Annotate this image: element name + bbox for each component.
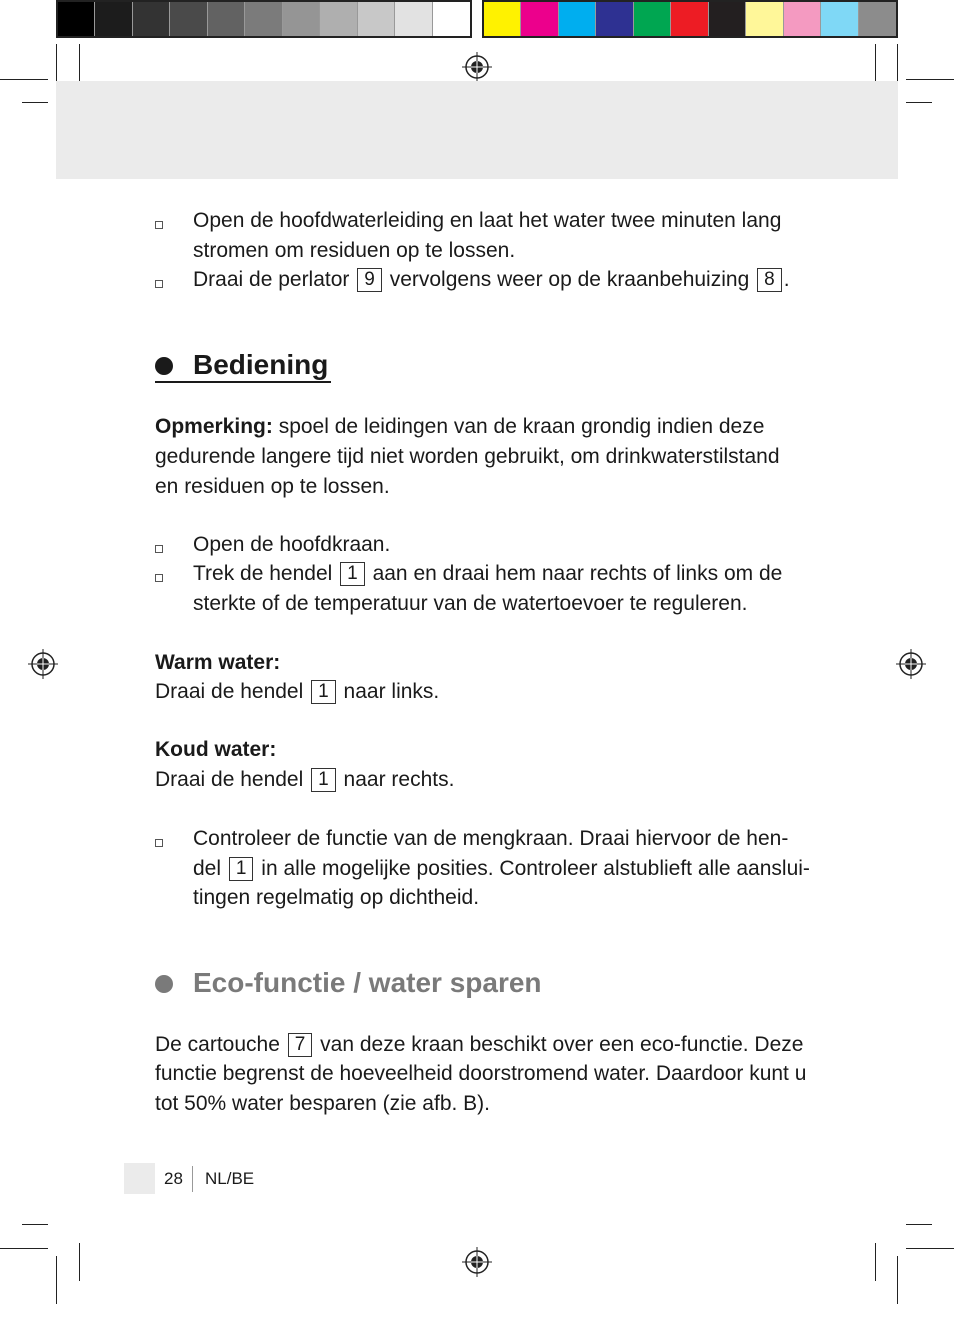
- footer-divider: [192, 1166, 193, 1192]
- note-paragraph: gedurende langere tijd niet worden gebruikt, om drinkwaterstilstand: [155, 445, 780, 468]
- heading-bullet-icon: [155, 975, 173, 993]
- crop-mark: [22, 1224, 48, 1225]
- crop-mark: [875, 1243, 876, 1281]
- color-swatch: [358, 2, 395, 36]
- color-swatch: [709, 2, 746, 36]
- color-swatch: [559, 2, 596, 36]
- bullet-square-icon: [155, 221, 163, 229]
- color-swatch: [746, 2, 783, 36]
- registration-mark-icon: [27, 648, 59, 680]
- color-swatch: [95, 2, 132, 36]
- color-swatch: [596, 2, 633, 36]
- crop-mark: [56, 1256, 57, 1304]
- step-text: Controleer de functie van de mengkraan. Draai hiervoor de hen-: [193, 827, 789, 850]
- color-swatch: [484, 2, 521, 36]
- part-reference: 1: [340, 562, 365, 586]
- note-paragraph: Opmerking: spoel de leidingen van de kraan grondig indien deze: [155, 415, 765, 438]
- color-swatch: [784, 2, 821, 36]
- cold-water-label: Koud water:: [155, 738, 277, 761]
- color-swatch: [521, 2, 558, 36]
- crop-mark: [0, 79, 48, 80]
- step-text: Trek de hendel 1 aan en draai hem naar rechts of links om de: [193, 562, 783, 585]
- step-text: stromen om residuen op te lossen.: [193, 239, 516, 262]
- part-reference: 1: [229, 857, 254, 881]
- crop-mark: [0, 1248, 48, 1249]
- section-heading: Bediening: [193, 349, 329, 380]
- color-swatch: [58, 2, 95, 36]
- color-swatch: [170, 2, 207, 36]
- eco-paragraph: functie begrenst de hoeveelheid doorstromend water. Daardoor kunt u: [155, 1062, 807, 1085]
- crop-mark: [906, 102, 932, 103]
- warm-water-label: Warm water:: [155, 651, 281, 674]
- color-calibration-bar: [482, 0, 898, 38]
- color-swatch: [395, 2, 432, 36]
- grayscale-calibration-bar: [56, 0, 472, 38]
- crop-mark: [906, 1248, 954, 1249]
- crop-mark: [79, 1243, 80, 1281]
- registration-mark-icon: [461, 1246, 493, 1278]
- locale-label: NL/BE: [205, 1169, 255, 1188]
- part-reference: 1: [311, 680, 336, 704]
- section-heading: Eco-functie / water sparen: [193, 967, 542, 998]
- step-text: Draai de perlator 9 vervolgens weer op de kraanbehuizing 8 .: [193, 268, 790, 291]
- page-number: 28: [164, 1169, 183, 1188]
- color-swatch: [821, 2, 858, 36]
- crop-mark: [906, 79, 954, 80]
- crop-mark: [906, 1224, 932, 1225]
- color-swatch: [133, 2, 170, 36]
- color-swatch: [634, 2, 671, 36]
- color-swatch: [859, 2, 896, 36]
- crop-mark: [875, 44, 876, 84]
- eco-paragraph: De cartouche 7 van deze kraan beschikt over een eco-functie. Deze: [155, 1033, 804, 1056]
- eco-paragraph: tot 50% water besparen (zie afb. B).: [155, 1092, 491, 1115]
- color-swatch: [208, 2, 245, 36]
- bullet-square-icon: [155, 280, 163, 288]
- cold-water-text: Draai de hendel 1 naar rechts.: [155, 768, 455, 791]
- crop-mark: [22, 102, 48, 103]
- crop-mark: [897, 1256, 898, 1304]
- warm-water-text: Draai de hendel 1 naar links.: [155, 680, 440, 703]
- color-swatch: [671, 2, 708, 36]
- part-reference: 7: [288, 1033, 313, 1057]
- heading-underline: [155, 381, 331, 383]
- step-text: Open de hoofdwaterleiding en laat het water twee minuten lang: [193, 209, 782, 232]
- color-swatch: [320, 2, 357, 36]
- heading-bullet-icon: [155, 357, 173, 375]
- note-paragraph: en residuen op te lossen.: [155, 475, 390, 498]
- header-band: [56, 81, 898, 179]
- color-swatch: [283, 2, 320, 36]
- crop-mark: [79, 44, 80, 84]
- bullet-square-icon: [155, 574, 163, 582]
- step-text: tingen regelmatig op dichtheid.: [193, 886, 480, 909]
- step-text: Open de hoofdkraan.: [193, 533, 391, 556]
- part-reference: 8: [757, 268, 782, 292]
- part-reference: 1: [311, 768, 336, 792]
- part-reference: 9: [357, 268, 382, 292]
- step-text: del 1 in alle mogelijke posities. Controleer alstublieft alle aanslui-: [193, 857, 810, 880]
- registration-mark-icon: [895, 648, 927, 680]
- bullet-square-icon: [155, 839, 163, 847]
- registration-mark-icon: [461, 51, 493, 83]
- footer-block: [124, 1163, 155, 1194]
- step-text: sterkte of de temperatuur van de watertoevoer te reguleren.: [193, 592, 748, 615]
- note-label: Opmerking:: [155, 415, 273, 438]
- bullet-square-icon: [155, 545, 163, 553]
- color-swatch: [433, 2, 470, 36]
- color-swatch: [245, 2, 282, 36]
